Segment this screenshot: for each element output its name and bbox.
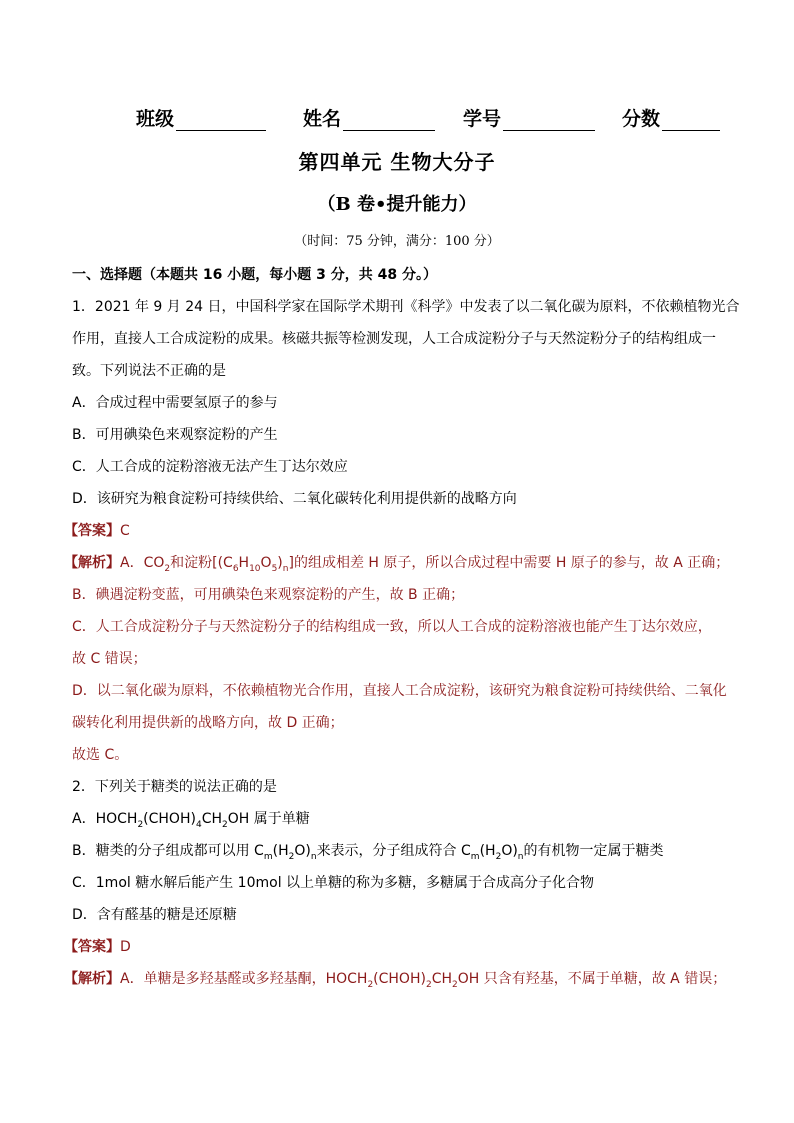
q1-option-a: A．合成过程中需要氢原子的参与: [72, 395, 278, 411]
q2-analysis-text: (CHOH): [373, 971, 426, 987]
q1-option-d: D．该研究为粮食淀粉可持续供给、二氧化碳转化利用提供新的战略方向: [72, 491, 517, 507]
id-field: [463, 104, 595, 131]
q2-analysis-text: CH: [431, 971, 452, 987]
unit-subtitle: （B 卷•提升能力）: [317, 194, 477, 215]
q1-option-c: C．人工合成的淀粉溶液无法产生丁达尔效应: [72, 459, 348, 475]
q2-option-b: [72, 840, 664, 860]
q1-analysis-line: D．以二氧化碳为原料，不依赖植物光合作用，直接人工合成淀粉，该研究为粮食淀粉可持续供给、二氧化: [72, 683, 727, 699]
subscript: m: [263, 851, 273, 862]
subscript: 2: [367, 979, 374, 990]
q2-analysis-text: OH 只含有羟基，不属于单糖，故 A 错误；: [457, 971, 727, 987]
q2-option-b-text: (H: [272, 843, 289, 859]
q1-analysis-line: 故 C 错误；: [72, 651, 147, 667]
q2-option-a-text: OH 属于单糖: [227, 811, 310, 827]
q2-answer-value: D: [120, 939, 131, 955]
score-label: 分数: [622, 108, 661, 130]
subscript: 2: [425, 979, 432, 990]
subscript: n: [310, 851, 317, 862]
score-field: [622, 104, 720, 131]
q1-stem-line-2: 作用，直接人工合成淀粉的成果。核磁共振等检测发现，人工合成淀粉分子与天然淀粉分子的结构组成一: [72, 331, 716, 347]
q2-option-a-text: CH: [201, 811, 222, 827]
q1-answer-tag: 【答案】: [64, 523, 120, 539]
name-blank[interactable]: [343, 110, 435, 131]
subscript: 6: [232, 563, 239, 574]
q1-stem-line-3: 致。下列说法不正确的是: [72, 363, 226, 379]
q2-option-b-text: B．糖类的分子组成都可以用 C: [72, 843, 264, 859]
subscript: 2: [452, 979, 458, 990]
q2-stem: 2．下列关于糖类的说法正确的是: [72, 779, 277, 795]
q2-option-c: C．1mol 糖水解后能产生 10mol 以上单糖的称为多糖，多糖属于合成高分子化合物: [72, 875, 595, 891]
score-blank[interactable]: [662, 110, 720, 131]
q1-analysis-line: 故选 C。: [72, 747, 129, 763]
q1-answer: [64, 520, 130, 540]
q2-option-a-text: (CHOH): [143, 811, 196, 827]
id-label: 学号: [463, 108, 502, 130]
q1-analysis-tag: 【解析】: [64, 555, 120, 571]
q1-analysis-line: B．碘遇淀粉变蓝，可用碘染色来观察淀粉的产生，故 B 正确；: [72, 587, 465, 603]
q2-option-a-text: A．HOCH: [72, 811, 138, 827]
q1-analysis-a-text: H: [238, 555, 250, 571]
q1-analysis-line: 碳转化利用提供新的战略方向，故 D 正确；: [72, 715, 344, 731]
q1-analysis-a-text: ): [277, 555, 283, 571]
subscript: n: [517, 851, 524, 862]
time-info: （时间：75 分钟，满分：100 分）: [294, 234, 500, 249]
q1-option-b: B．可用碘染色来观察淀粉的产生: [72, 427, 278, 443]
unit-title: 第四单元 生物大分子: [298, 150, 496, 174]
q1-analysis-a-text: ]的组成相差 H 原子，所以合成过程中需要 H 原子的参与，故 A 正确；: [288, 555, 730, 571]
q2-answer: [64, 936, 131, 956]
q1-analysis-a-text: 和淀粉[(C: [170, 555, 233, 571]
subscript: m: [470, 851, 480, 862]
subscript: 2: [222, 819, 228, 830]
q1-analysis-a-text: O: [260, 555, 272, 571]
subscript: 10: [249, 563, 261, 574]
q2-option-b-text: O): [501, 843, 518, 859]
q2-option-b-text: 来表示，分子组成符合 C: [316, 843, 471, 859]
q1-stem-line-1: 1．2021 年 9 月 24 日，中国科学家在国际学术期刊《科学》中发表了以二氧化碳为原料，不依赖植物光合: [72, 299, 740, 315]
q2-answer-tag: 【答案】: [64, 939, 120, 955]
subscript: 2: [137, 819, 144, 830]
class-blank[interactable]: [176, 110, 266, 131]
name-label: 姓名: [303, 108, 342, 130]
q2-analysis-a: [64, 968, 726, 988]
student-info-row: [0, 104, 794, 136]
q2-option-b-text: O): [294, 843, 311, 859]
q2-option-a: [72, 808, 310, 828]
subscript: n: [282, 563, 289, 574]
subscript: 2: [164, 563, 171, 574]
subscript: 2: [288, 851, 295, 862]
subscript: 4: [195, 819, 202, 830]
class-label: 班级: [136, 108, 175, 130]
subscript: 2: [495, 851, 502, 862]
q1-answer-value: C: [120, 523, 130, 539]
q2-option-d: D．含有醛基的糖是还原糖: [72, 907, 237, 923]
name-field: [303, 104, 435, 131]
subscript: 5: [271, 563, 278, 574]
q2-option-b-text: (H: [479, 843, 496, 859]
q2-analysis-text: A．单糖是多羟基醛或多羟基酮，HOCH: [120, 971, 368, 987]
section-heading: 一、选择题（本题共 16 小题，每小题 3 分，共 48 分。）: [72, 267, 437, 283]
class-field: [136, 104, 266, 131]
q1-analysis-a: [64, 552, 729, 572]
q2-option-b-text: 的有机物一定属于糖类: [523, 843, 664, 859]
q1-analysis-line: C．人工合成淀粉分子与天然淀粉分子的结构组成一致，所以人工合成的淀粉溶液也能产生丁达尔效应，: [72, 619, 712, 635]
q2-analysis-tag: 【解析】: [64, 971, 120, 987]
id-blank[interactable]: [503, 110, 595, 131]
q1-analysis-a-text: A．CO: [120, 555, 165, 571]
